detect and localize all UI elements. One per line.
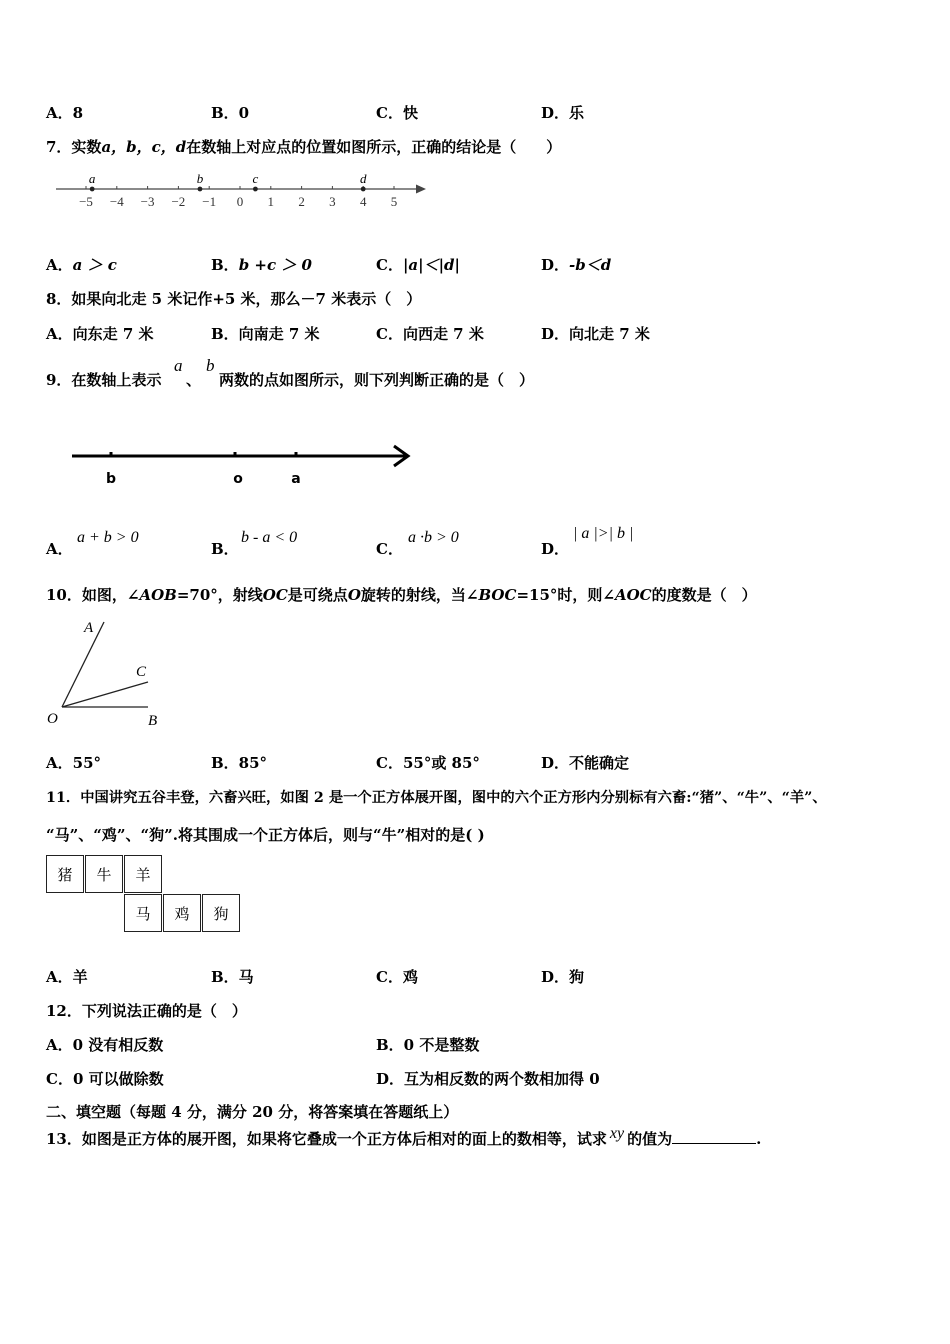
q7-point-d <box>361 187 366 192</box>
q7-point-label-d: d <box>359 171 367 186</box>
q12-option-d: D．互为相反数的两个数相加得 0 <box>376 1070 600 1088</box>
q8-option-d: D．向北走 7 米 <box>541 325 650 343</box>
q10-angle-figure <box>44 612 174 737</box>
q10-oc: OC <box>262 586 288 604</box>
q7-option-c-expr: |a|＜|d| <box>402 256 460 274</box>
q7-tick-label-7: 2 <box>298 194 305 209</box>
q13-stem <box>46 1125 762 1150</box>
q11-stem-line2: “马”、“鸡”、“狗”.将其围成一个正方体后，则与“牛”相对的是( ) <box>46 826 485 844</box>
q10-label-a: A <box>84 620 94 636</box>
q10-angle-boc: ∠BOC <box>465 586 517 604</box>
q7-tick-label-8: 3 <box>329 194 336 209</box>
q10-angle-aoc: ∠AOC <box>602 586 652 604</box>
q7-point-b <box>198 187 203 192</box>
q11-cell-dog: 狗 <box>202 894 240 932</box>
q10-label-b: B <box>148 713 158 729</box>
q7-tick-label-2: −3 <box>140 194 155 209</box>
q9-option-c-prefix: C． <box>376 540 403 558</box>
q10-stem-4: 旋转的射线，当 <box>360 586 466 604</box>
q6-option-c: C．快 <box>376 104 418 122</box>
q10-o: O <box>347 586 361 604</box>
q7-option-c <box>376 255 460 275</box>
q12-option-c: C．0 可以做除数 <box>46 1070 164 1088</box>
q7-option-d-prefix: D． <box>541 256 570 274</box>
q7-point-label-a: a <box>88 171 96 186</box>
q9-option-c-expr: a ·b > 0 <box>408 529 459 546</box>
q9-option-a-expr: a + b > 0 <box>77 529 139 546</box>
q7-option-b-expr: b +c ＞ 0 <box>238 256 312 274</box>
q10-option-a: A．55° <box>46 754 102 772</box>
q13-var: xy <box>609 1125 625 1142</box>
q10-stem-6: 的度数是（ ） <box>651 586 757 604</box>
q9-var-a: a <box>174 356 183 375</box>
q7-option-d-expr: -b＜d <box>569 256 612 274</box>
q7-axis-arrow <box>416 185 426 194</box>
q6-option-d: D．乐 <box>541 104 585 122</box>
q10-stem-5: =15°时，则 <box>516 586 603 604</box>
q6-option-a: A．8 <box>46 104 84 122</box>
q7-point-c <box>253 187 258 192</box>
q7-tick-label-0: −5 <box>79 194 93 209</box>
q12-option-a: A．0 没有相反数 <box>46 1036 164 1054</box>
q12-option-b: B．0 不是整数 <box>376 1036 480 1054</box>
q9-stem-prefix: 9．在数轴上表示 <box>46 371 162 389</box>
q9-number-line <box>68 440 418 490</box>
section2-title: 二、填空题（每题 4 分，满分 20 分，将答案填在答题纸上） <box>46 1103 459 1121</box>
q7-point-a <box>90 187 95 192</box>
q10-stem-3: 是可绕点 <box>287 586 348 604</box>
q7-tick-label-5: 0 <box>236 194 244 209</box>
q9-label-o: o <box>233 471 243 487</box>
q7-point-label-c: c <box>252 171 259 186</box>
q9-option-d-prefix: D． <box>541 540 570 558</box>
q7-tick-label-1: −4 <box>109 194 124 209</box>
q7-option-d <box>541 255 611 275</box>
q13-end: . <box>756 1130 762 1148</box>
q8-option-a: A．向东走 7 米 <box>46 325 154 343</box>
q7-stem <box>46 137 561 157</box>
q9-option-a-prefix: A． <box>46 540 73 558</box>
q8-option-b: B．向南走 7 米 <box>211 325 320 343</box>
q11-cell-horse: 马 <box>124 894 162 932</box>
q7-option-b-prefix: B． <box>211 256 239 274</box>
q8-option-c: C．向西走 7 米 <box>376 325 484 343</box>
q8-stem: 8．如果向北走 5 米记作+5 米，那么－7 米表示（ ） <box>46 290 422 308</box>
q7-tick-label-3: −2 <box>171 194 186 209</box>
q11-cell-sheep: 羊 <box>124 855 162 893</box>
q7-tick-label-9: 4 <box>359 194 367 209</box>
q10-label-o: O <box>47 711 58 727</box>
q7-option-c-prefix: C． <box>376 256 403 274</box>
q9-stem-suffix: 两数的点如图所示，则下列判断正确的是（ ） <box>219 371 535 389</box>
q9-label-a: a <box>291 471 301 487</box>
q9-sep: 、 <box>186 371 202 389</box>
q7-number-line <box>50 168 440 218</box>
q11-option-c: C．鸡 <box>376 968 418 986</box>
q13-stem-prefix: 13．如图是正方体的展开图，如果将它叠成一个正方体后相对的面上的数相等，试求 <box>46 1130 607 1148</box>
q10-option-c: C．55°或 85° <box>376 754 480 772</box>
q10-label-c: C <box>136 664 147 680</box>
q11-cube-net <box>46 855 246 935</box>
q11-cell-chicken: 鸡 <box>163 894 201 932</box>
q10-ray-oa <box>62 622 104 707</box>
q11-cell-ox: 牛 <box>85 855 123 893</box>
q7-option-a-expr: a ＞ c <box>72 256 117 274</box>
q13-stem-suffix: 的值为 <box>627 1130 673 1148</box>
q7-tick-label-4: −1 <box>202 194 217 209</box>
q11-option-d: D．狗 <box>541 968 585 986</box>
q7-stem-prefix: 7．实数 <box>46 138 102 156</box>
q10-option-d: D．不能确定 <box>541 754 630 772</box>
q11-cell-pig: 猪 <box>46 855 84 893</box>
q10-stem-2: =70°，射线 <box>176 586 263 604</box>
q7-point-label-b: b <box>196 171 204 186</box>
q11-stem-line1: 11．中国讲究五谷丰登，六畜兴旺，如图 2 是一个正方体展开图，图中的六个正方形内分别标有六畜:“猪”、“牛”、“羊”、 <box>46 790 827 806</box>
q10-option-b: B．85° <box>211 754 268 772</box>
q7-stem-suffix: 在数轴上对应点的位置如图所示，正确的结论是（ ） <box>186 138 562 156</box>
q9-option-b-prefix: B． <box>211 540 239 558</box>
q9-option-b-expr: b - a < 0 <box>241 529 298 546</box>
q7-stem-vars: a，b，c，d <box>101 138 187 156</box>
q9-option-d-expr: | a |>| b | <box>573 525 634 542</box>
q7-option-b <box>211 255 312 275</box>
q11-option-b: B．马 <box>211 968 254 986</box>
q9-label-b: b <box>105 471 117 487</box>
q7-option-a-prefix: A． <box>46 256 73 274</box>
q7-tick-label-10: 5 <box>390 194 398 209</box>
q7-tick-label-6: 1 <box>267 194 275 209</box>
q10-stem-1: 10．如图， <box>46 586 127 604</box>
q9-var-b: b <box>206 356 215 375</box>
q12-stem: 12．下列说法正确的是（ ） <box>46 1002 247 1020</box>
q11-option-a: A．羊 <box>46 968 88 986</box>
q10-ray-oc <box>62 682 148 707</box>
q6-option-b: B．0 <box>211 104 250 122</box>
q10-stem <box>46 585 757 605</box>
q7-option-a <box>46 255 117 275</box>
q13-answer-blank[interactable] <box>672 1129 756 1144</box>
q10-angle-aob: ∠AOB <box>126 586 177 604</box>
